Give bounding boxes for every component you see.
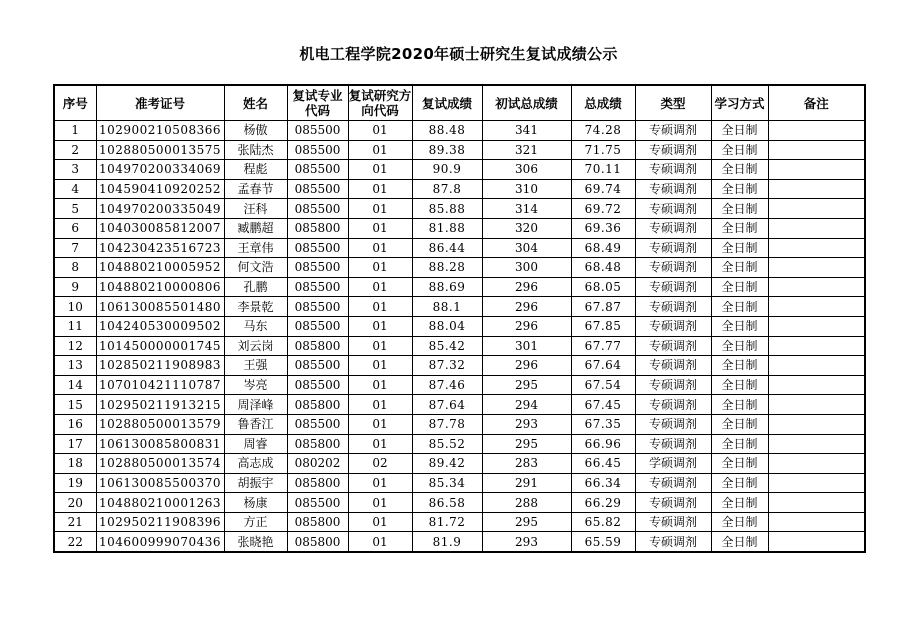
cell-major-code: 085800 (287, 218, 348, 238)
cell-retest-score: 81.88 (412, 218, 482, 238)
cell-name: 杨傲 (224, 121, 287, 141)
cell-exam-id: 104590410920252 (96, 179, 224, 199)
cell-seq: 4 (54, 179, 96, 199)
cell-remarks (768, 336, 865, 356)
cell-type: 专硕调剂 (635, 375, 711, 395)
cell-study-mode: 全日制 (711, 199, 768, 219)
cell-retest-score: 88.28 (412, 258, 482, 278)
cell-total-score: 70.11 (571, 160, 635, 180)
cell-study-mode: 全日制 (711, 512, 768, 532)
cell-study-mode: 全日制 (711, 277, 768, 297)
cell-name: 李景乾 (224, 297, 287, 317)
cell-type: 专硕调剂 (635, 336, 711, 356)
cell-name: 张陆杰 (224, 140, 287, 160)
cell-exam-id: 104970200334069 (96, 160, 224, 180)
cell-study-mode: 全日制 (711, 258, 768, 278)
cell-initial-score: 301 (482, 336, 571, 356)
cell-study-mode: 全日制 (711, 493, 768, 513)
cell-exam-id: 101450000001745 (96, 336, 224, 356)
cell-seq: 5 (54, 199, 96, 219)
cell-name: 鲁香江 (224, 414, 287, 434)
cell-direction-code: 01 (348, 532, 412, 552)
cell-direction-code: 01 (348, 121, 412, 141)
cell-major-code: 085500 (287, 493, 348, 513)
cell-total-score: 67.54 (571, 375, 635, 395)
cell-type: 学硕调剂 (635, 454, 711, 474)
cell-initial-score: 296 (482, 277, 571, 297)
cell-retest-score: 87.46 (412, 375, 482, 395)
cell-type: 专硕调剂 (635, 238, 711, 258)
cell-remarks (768, 179, 865, 199)
header-direction-code: 复试研究方向代码 (348, 85, 412, 121)
cell-initial-score: 296 (482, 297, 571, 317)
cell-direction-code: 01 (348, 199, 412, 219)
cell-exam-id: 102880500013579 (96, 414, 224, 434)
cell-total-score: 67.64 (571, 356, 635, 376)
cell-major-code: 085500 (287, 179, 348, 199)
cell-direction-code: 01 (348, 297, 412, 317)
cell-remarks (768, 434, 865, 454)
cell-total-score: 66.96 (571, 434, 635, 454)
cell-seq: 16 (54, 414, 96, 434)
cell-initial-score: 300 (482, 258, 571, 278)
cell-study-mode: 全日制 (711, 434, 768, 454)
cell-seq: 13 (54, 356, 96, 376)
table-row (54, 493, 865, 513)
cell-study-mode: 全日制 (711, 179, 768, 199)
cell-total-score: 71.75 (571, 140, 635, 160)
cell-study-mode: 全日制 (711, 356, 768, 376)
cell-direction-code: 01 (348, 395, 412, 415)
cell-remarks (768, 140, 865, 160)
cell-direction-code: 01 (348, 493, 412, 513)
cell-direction-code: 01 (348, 434, 412, 454)
cell-seq: 14 (54, 375, 96, 395)
table-row (54, 395, 865, 415)
cell-initial-score: 296 (482, 316, 571, 336)
cell-retest-score: 87.8 (412, 179, 482, 199)
cell-seq: 17 (54, 434, 96, 454)
header-row (54, 85, 865, 121)
table-row (54, 316, 865, 336)
cell-type: 专硕调剂 (635, 493, 711, 513)
cell-total-score: 65.59 (571, 532, 635, 552)
header-name: 姓名 (224, 85, 287, 121)
cell-name: 汪科 (224, 199, 287, 219)
cell-type: 专硕调剂 (635, 297, 711, 317)
cell-major-code: 085800 (287, 395, 348, 415)
header-remarks: 备注 (768, 85, 865, 121)
cell-retest-score: 87.78 (412, 414, 482, 434)
cell-type: 专硕调剂 (635, 277, 711, 297)
cell-total-score: 65.82 (571, 512, 635, 532)
cell-exam-id: 107010421110787 (96, 375, 224, 395)
cell-name: 孔鹏 (224, 277, 287, 297)
cell-seq: 9 (54, 277, 96, 297)
header-total-score: 总成绩 (571, 85, 635, 121)
cell-type: 专硕调剂 (635, 414, 711, 434)
cell-name: 王章伟 (224, 238, 287, 258)
cell-seq: 6 (54, 218, 96, 238)
table-row (54, 297, 865, 317)
cell-exam-id: 104880210005952 (96, 258, 224, 278)
cell-name: 高志成 (224, 454, 287, 474)
cell-initial-score: 341 (482, 121, 571, 141)
cell-remarks (768, 356, 865, 376)
table-row (54, 277, 865, 297)
cell-total-score: 68.49 (571, 238, 635, 258)
cell-study-mode: 全日制 (711, 218, 768, 238)
header-type: 类型 (635, 85, 711, 121)
cell-name: 程彪 (224, 160, 287, 180)
table-body (54, 121, 865, 553)
cell-major-code: 085500 (287, 297, 348, 317)
cell-name: 杨康 (224, 493, 287, 513)
cell-direction-code: 01 (348, 218, 412, 238)
cell-remarks (768, 121, 865, 141)
cell-name: 方正 (224, 512, 287, 532)
cell-initial-score: 291 (482, 473, 571, 493)
cell-study-mode: 全日制 (711, 532, 768, 552)
cell-exam-id: 104030085812007 (96, 218, 224, 238)
cell-direction-code: 01 (348, 238, 412, 258)
cell-initial-score: 321 (482, 140, 571, 160)
cell-type: 专硕调剂 (635, 160, 711, 180)
cell-retest-score: 85.34 (412, 473, 482, 493)
cell-retest-score: 89.42 (412, 454, 482, 474)
table-row (54, 454, 865, 474)
cell-seq: 18 (54, 454, 96, 474)
cell-remarks (768, 395, 865, 415)
cell-remarks (768, 218, 865, 238)
cell-type: 专硕调剂 (635, 512, 711, 532)
header-exam-id: 准考证号 (96, 85, 224, 121)
table-row (54, 473, 865, 493)
cell-seq: 8 (54, 258, 96, 278)
cell-type: 专硕调剂 (635, 434, 711, 454)
cell-retest-score: 90.9 (412, 160, 482, 180)
cell-initial-score: 294 (482, 395, 571, 415)
cell-type: 专硕调剂 (635, 316, 711, 336)
cell-study-mode: 全日制 (711, 414, 768, 434)
cell-remarks (768, 493, 865, 513)
cell-remarks (768, 454, 865, 474)
cell-direction-code: 01 (348, 258, 412, 278)
cell-type: 专硕调剂 (635, 473, 711, 493)
cell-name: 刘云岗 (224, 336, 287, 356)
cell-seq: 15 (54, 395, 96, 415)
cell-seq: 11 (54, 316, 96, 336)
cell-exam-id: 106130085501480 (96, 297, 224, 317)
table-row (54, 258, 865, 278)
cell-type: 专硕调剂 (635, 179, 711, 199)
cell-major-code: 085500 (287, 375, 348, 395)
table-row (54, 434, 865, 454)
cell-seq: 21 (54, 512, 96, 532)
cell-total-score: 67.45 (571, 395, 635, 415)
table-row (54, 218, 865, 238)
cell-total-score: 66.29 (571, 493, 635, 513)
cell-remarks (768, 258, 865, 278)
cell-exam-id: 104880210001263 (96, 493, 224, 513)
cell-initial-score: 296 (482, 356, 571, 376)
cell-direction-code: 01 (348, 414, 412, 434)
cell-remarks (768, 473, 865, 493)
cell-total-score: 67.35 (571, 414, 635, 434)
cell-seq: 7 (54, 238, 96, 258)
table-row (54, 356, 865, 376)
cell-study-mode: 全日制 (711, 160, 768, 180)
cell-study-mode: 全日制 (711, 473, 768, 493)
cell-initial-score: 295 (482, 375, 571, 395)
cell-study-mode: 全日制 (711, 297, 768, 317)
table-row (54, 512, 865, 532)
table-row (54, 160, 865, 180)
cell-major-code: 085500 (287, 316, 348, 336)
cell-direction-code: 01 (348, 375, 412, 395)
table-row (54, 121, 865, 141)
cell-retest-score: 81.72 (412, 512, 482, 532)
cell-initial-score: 293 (482, 532, 571, 552)
cell-study-mode: 全日制 (711, 238, 768, 258)
cell-total-score: 69.36 (571, 218, 635, 238)
cell-major-code: 085500 (287, 277, 348, 297)
cell-study-mode: 全日制 (711, 395, 768, 415)
cell-type: 专硕调剂 (635, 258, 711, 278)
cell-initial-score: 295 (482, 434, 571, 454)
cell-initial-score: 283 (482, 454, 571, 474)
header-initial-score: 初试总成绩 (482, 85, 571, 121)
cell-retest-score: 85.52 (412, 434, 482, 454)
cell-initial-score: 320 (482, 218, 571, 238)
cell-total-score: 66.45 (571, 454, 635, 474)
cell-major-code: 085800 (287, 473, 348, 493)
cell-initial-score: 304 (482, 238, 571, 258)
table-row (54, 140, 865, 160)
cell-total-score: 67.85 (571, 316, 635, 336)
cell-major-code: 085500 (287, 160, 348, 180)
cell-total-score: 68.48 (571, 258, 635, 278)
cell-retest-score: 87.64 (412, 395, 482, 415)
cell-exam-id: 102880500013575 (96, 140, 224, 160)
cell-name: 孟春节 (224, 179, 287, 199)
cell-exam-id: 102880500013574 (96, 454, 224, 474)
cell-major-code: 085500 (287, 258, 348, 278)
cell-major-code: 085500 (287, 199, 348, 219)
page-title: 机电工程学院2020年硕士研究生复试成绩公示 (299, 45, 618, 63)
cell-direction-code: 01 (348, 473, 412, 493)
cell-seq: 12 (54, 336, 96, 356)
results-table (53, 84, 866, 553)
header-retest-score: 复试成绩 (412, 85, 482, 121)
cell-remarks (768, 316, 865, 336)
cell-total-score: 69.72 (571, 199, 635, 219)
cell-major-code: 085800 (287, 336, 348, 356)
cell-direction-code: 01 (348, 160, 412, 180)
cell-name: 马东 (224, 316, 287, 336)
cell-retest-score: 88.69 (412, 277, 482, 297)
table-row (54, 414, 865, 434)
cell-study-mode: 全日制 (711, 454, 768, 474)
cell-remarks (768, 512, 865, 532)
cell-exam-id: 104240530009502 (96, 316, 224, 336)
cell-remarks (768, 375, 865, 395)
cell-direction-code: 01 (348, 179, 412, 199)
cell-major-code: 085800 (287, 434, 348, 454)
cell-retest-score: 88.04 (412, 316, 482, 336)
cell-remarks (768, 414, 865, 434)
cell-remarks (768, 199, 865, 219)
cell-name: 何文浩 (224, 258, 287, 278)
cell-type: 专硕调剂 (635, 199, 711, 219)
table-row (54, 199, 865, 219)
cell-seq: 22 (54, 532, 96, 552)
cell-major-code: 080202 (287, 454, 348, 474)
cell-type: 专硕调剂 (635, 218, 711, 238)
cell-major-code: 085500 (287, 238, 348, 258)
cell-initial-score: 295 (482, 512, 571, 532)
cell-major-code: 085800 (287, 512, 348, 532)
cell-retest-score: 88.1 (412, 297, 482, 317)
table-row (54, 336, 865, 356)
table-row (54, 238, 865, 258)
header-major-code: 复试专业代码 (287, 85, 348, 121)
cell-seq: 3 (54, 160, 96, 180)
cell-direction-code: 01 (348, 336, 412, 356)
cell-direction-code: 01 (348, 512, 412, 532)
cell-major-code: 085800 (287, 532, 348, 552)
cell-study-mode: 全日制 (711, 336, 768, 356)
cell-initial-score: 314 (482, 199, 571, 219)
cell-retest-score: 85.88 (412, 199, 482, 219)
cell-total-score: 74.28 (571, 121, 635, 141)
cell-exam-id: 104600999070436 (96, 532, 224, 552)
header-study-mode: 学习方式 (711, 85, 768, 121)
cell-exam-id: 106130085800831 (96, 434, 224, 454)
cell-remarks (768, 238, 865, 258)
cell-study-mode: 全日制 (711, 140, 768, 160)
table-row (54, 532, 865, 552)
cell-exam-id: 102850211908983 (96, 356, 224, 376)
cell-retest-score: 89.38 (412, 140, 482, 160)
cell-type: 专硕调剂 (635, 121, 711, 141)
cell-exam-id: 102950211908396 (96, 512, 224, 532)
cell-study-mode: 全日制 (711, 121, 768, 141)
header-seq: 序号 (54, 85, 96, 121)
cell-retest-score: 86.58 (412, 493, 482, 513)
cell-total-score: 66.34 (571, 473, 635, 493)
cell-seq: 1 (54, 121, 96, 141)
cell-major-code: 085500 (287, 140, 348, 160)
table-row (54, 179, 865, 199)
cell-major-code: 085500 (287, 414, 348, 434)
cell-retest-score: 87.32 (412, 356, 482, 376)
cell-name: 胡振宇 (224, 473, 287, 493)
cell-remarks (768, 532, 865, 552)
cell-type: 专硕调剂 (635, 140, 711, 160)
cell-initial-score: 293 (482, 414, 571, 434)
cell-seq: 19 (54, 473, 96, 493)
cell-retest-score: 88.48 (412, 121, 482, 141)
cell-type: 专硕调剂 (635, 356, 711, 376)
cell-name: 王强 (224, 356, 287, 376)
cell-name: 张晓艳 (224, 532, 287, 552)
cell-total-score: 67.77 (571, 336, 635, 356)
cell-exam-id: 102900210508366 (96, 121, 224, 141)
cell-initial-score: 310 (482, 179, 571, 199)
cell-name: 臧鹏超 (224, 218, 287, 238)
cell-major-code: 085500 (287, 356, 348, 376)
cell-remarks (768, 297, 865, 317)
cell-total-score: 69.74 (571, 179, 635, 199)
cell-retest-score: 86.44 (412, 238, 482, 258)
cell-initial-score: 306 (482, 160, 571, 180)
cell-initial-score: 288 (482, 493, 571, 513)
cell-seq: 2 (54, 140, 96, 160)
cell-type: 专硕调剂 (635, 395, 711, 415)
cell-seq: 20 (54, 493, 96, 513)
cell-total-score: 68.05 (571, 277, 635, 297)
cell-direction-code: 01 (348, 140, 412, 160)
table-row (54, 375, 865, 395)
cell-type: 专硕调剂 (635, 532, 711, 552)
cell-seq: 10 (54, 297, 96, 317)
cell-remarks (768, 277, 865, 297)
cell-exam-id: 102950211913215 (96, 395, 224, 415)
cell-exam-id: 104970200335049 (96, 199, 224, 219)
cell-name: 岑亮 (224, 375, 287, 395)
cell-retest-score: 81.9 (412, 532, 482, 552)
cell-retest-score: 85.42 (412, 336, 482, 356)
cell-name: 周睿 (224, 434, 287, 454)
cell-exam-id: 104230423516723 (96, 238, 224, 258)
cell-direction-code: 01 (348, 356, 412, 376)
cell-study-mode: 全日制 (711, 375, 768, 395)
cell-major-code: 085500 (287, 121, 348, 141)
cell-exam-id: 104880210000806 (96, 277, 224, 297)
cell-direction-code: 02 (348, 454, 412, 474)
cell-study-mode: 全日制 (711, 316, 768, 336)
cell-direction-code: 01 (348, 277, 412, 297)
cell-total-score: 67.87 (571, 297, 635, 317)
cell-direction-code: 01 (348, 316, 412, 336)
cell-remarks (768, 160, 865, 180)
cell-exam-id: 106130085500370 (96, 473, 224, 493)
cell-name: 周泽峰 (224, 395, 287, 415)
